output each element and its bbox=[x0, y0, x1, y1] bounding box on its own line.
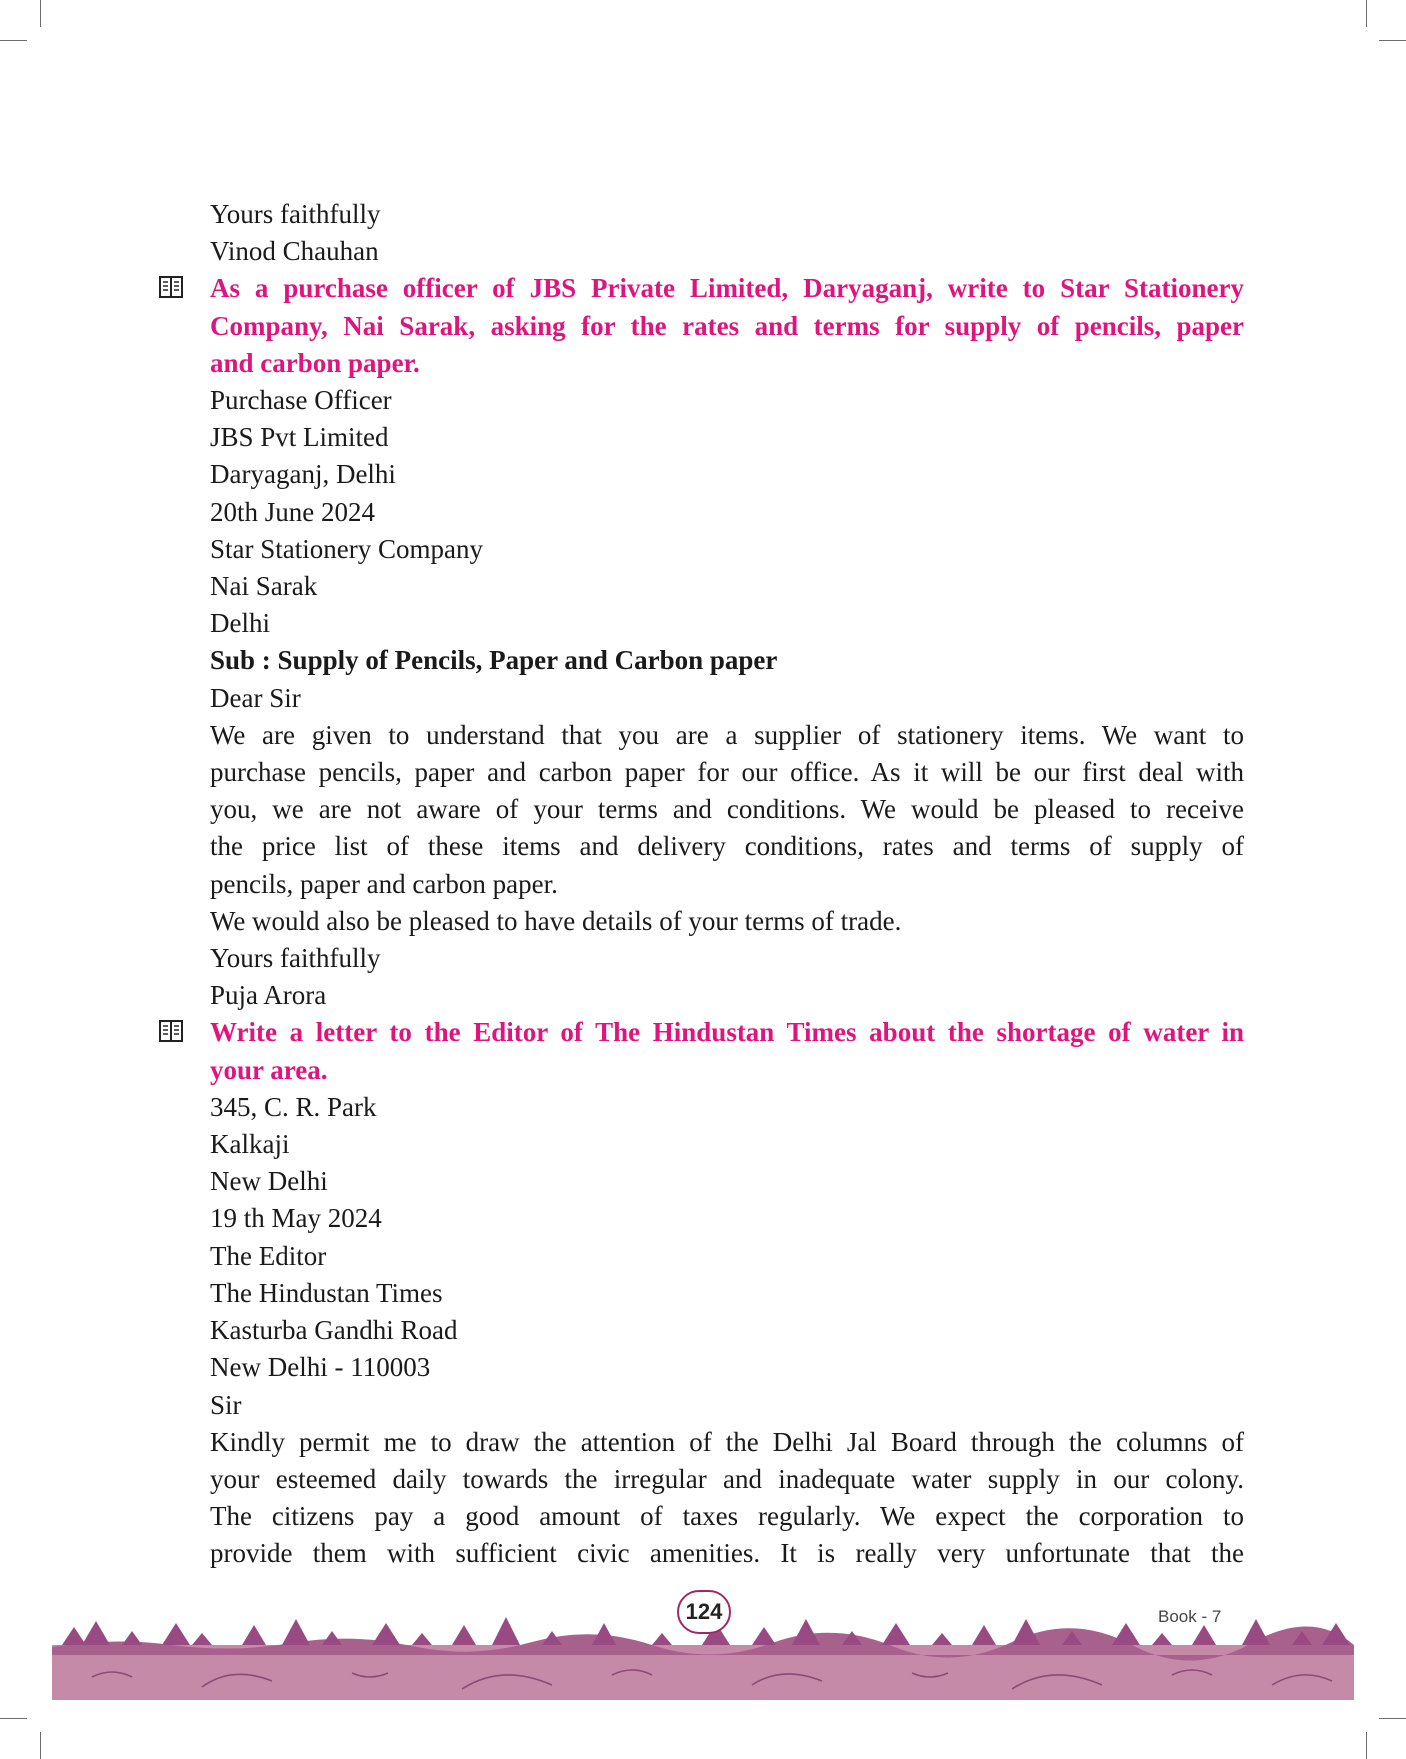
crop-mark bbox=[0, 1718, 27, 1719]
body-line: Kindly permit me to draw the attention of the Delhi Jal Board through the columns of bbox=[210, 1426, 1244, 1457]
letter-date: 20th June 2024 bbox=[210, 496, 375, 527]
letter-date: 19 th May 2024 bbox=[210, 1203, 382, 1234]
crop-mark bbox=[40, 0, 41, 27]
recipient-line: Nai Sarak bbox=[210, 571, 318, 602]
sender-line: 345, C. R. Park bbox=[210, 1091, 377, 1122]
letter-subject: Sub : Supply of Pencils, Paper and Carbon paper bbox=[210, 645, 778, 676]
sender-line: Purchase Officer bbox=[210, 385, 392, 416]
body-line: We are given to understand that you are a supplier of stationery items. We want to bbox=[210, 719, 1244, 750]
sender-line: Kalkaji bbox=[210, 1129, 290, 1160]
page-content bbox=[210, 196, 1244, 1573]
sender-line: Daryaganj, Delhi bbox=[210, 459, 396, 490]
recipient-line: Kasturba Gandhi Road bbox=[210, 1315, 458, 1346]
question-heading bbox=[210, 270, 1244, 382]
recipient-line: The Editor bbox=[210, 1240, 327, 1271]
question-line: Write a letter to the Editor of The Hindustan Times about the shortage of water in bbox=[210, 1017, 1244, 1048]
book-icon bbox=[158, 274, 184, 300]
book-label: Book - 7 bbox=[1158, 1607, 1222, 1626]
question-heading bbox=[210, 1014, 1244, 1088]
sender-line: JBS Pvt Limited bbox=[210, 422, 389, 453]
signatory-name: Vinod Chauhan bbox=[210, 236, 379, 267]
crop-mark bbox=[40, 1732, 41, 1759]
sender-line: New Delhi bbox=[210, 1166, 328, 1197]
letter-body-extra: We would also be pleased to have details of your terms of trade. bbox=[210, 905, 902, 936]
question-line: As a purchase officer of JBS Private Limited, Daryaganj, write to Star Stationery bbox=[210, 273, 1244, 304]
recipient-line: The Hindustan Times bbox=[210, 1277, 443, 1308]
body-line: pencils, paper and carbon paper. bbox=[210, 868, 558, 899]
letter-body bbox=[210, 1424, 1244, 1573]
letter-greeting: Sir bbox=[210, 1389, 242, 1420]
body-line: your esteemed daily towards the irregular and inadequate water supply in our colony. bbox=[210, 1463, 1244, 1494]
body-line: provide them with sufficient civic amenities. It is really very unfortunate that the bbox=[210, 1538, 1244, 1569]
crop-mark bbox=[1366, 1732, 1367, 1759]
body-line: purchase pencils, paper and carbon paper for our office. As it will be our first deal with bbox=[210, 757, 1244, 788]
body-line: you, we are not aware of your terms and conditions. We would be pleased to receive bbox=[210, 794, 1244, 825]
letter-body bbox=[210, 717, 1244, 903]
body-line: The citizens pay a good amount of taxes regularly. We expect the corporation to bbox=[210, 1501, 1244, 1532]
signatory-name: Puja Arora bbox=[210, 980, 327, 1011]
question-line: Company, Nai Sarak, asking for the rates and terms for supply of pencils, paper bbox=[210, 310, 1244, 341]
body-line: the price list of these items and delivery conditions, rates and terms of supply of bbox=[210, 831, 1244, 862]
question-line: and carbon paper. bbox=[210, 347, 420, 378]
closing-salutation: Yours faithfully bbox=[210, 199, 381, 229]
book-icon bbox=[158, 1018, 184, 1044]
page-number: 124 bbox=[677, 1590, 731, 1634]
crop-mark bbox=[1379, 40, 1406, 41]
recipient-line: Delhi bbox=[210, 608, 270, 639]
crop-mark bbox=[1366, 0, 1367, 27]
recipient-line: Star Stationery Company bbox=[210, 533, 483, 564]
closing-salutation: Yours faithfully bbox=[210, 943, 381, 974]
question-line: your area. bbox=[210, 1054, 328, 1085]
crop-mark bbox=[0, 40, 27, 41]
crop-mark bbox=[1379, 1718, 1406, 1719]
letter-greeting: Dear Sir bbox=[210, 682, 301, 713]
recipient-line: New Delhi - 110003 bbox=[210, 1352, 431, 1383]
